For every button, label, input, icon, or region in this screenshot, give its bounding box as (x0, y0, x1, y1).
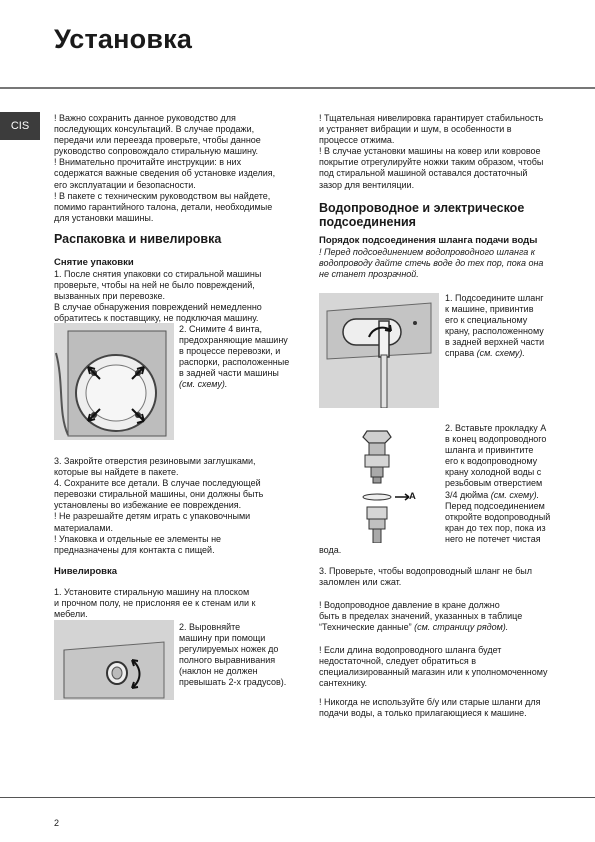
note-hose-length: ! Если длина водопроводного шланга будет недостаточной, следует обратиться в специализированный магазин или к уполномоченному сантехнику. (319, 645, 548, 689)
subsection-hose-connection-title: Порядок подсоединения шланга подачи воды (319, 235, 538, 246)
footer-rule (0, 797, 595, 798)
remove-packaging-step2: 2. Снимите 4 винта, предохраняющие машину в процессе перевозки, и распорки, расположенные в задней части машины (см. схему). (179, 324, 290, 390)
note-old-hoses: ! Никогда не используйте б/у или старые шланги для подачи воды, а только прилагающиеся к машине. (319, 697, 541, 719)
hose-connection-warning: ! Перед подсоединением водопроводного шланга к водопроводу дайте стечь воде до тех пор, пока она не станет прозрачной. (319, 247, 544, 280)
remove-packaging-step1: 1. После снятия упаковки со стиральной машины проверьте, чтобы на ней не было повреждений, вызванных при перевозке. В случае обнаружения повреждений немедленно обратитесь к поставщику, не подключая машину. (54, 269, 262, 324)
left-intro: ! Важно сохранить данное руководство для последующих консультаций. В случае продажи, передачи или переезда проверьте, чтобы данное руководство сопровождало стиральную машину. ! Внимательно прочитайте инструкции: в них содержатся важные сведения об установке изделия, его эксплуатации и безопасности. ! В пакете с техническим руководством вы найдете, помимо гарантийного талона, детали, необходимые для установки машины. (54, 113, 276, 223)
hose-step1: 1. Подсоедините шланг к машине, привинтив его к специальному крану, расположенному в задней верхней части справа (см. схему). (445, 293, 545, 359)
gasket-illustration (319, 423, 439, 543)
gasket-label-a: A (409, 491, 416, 502)
hose-attach-illustration (319, 293, 439, 408)
machine-back-illustration (54, 323, 174, 440)
subsection-levelling-title: Нивелировка (54, 566, 118, 577)
levelling-step1: 1. Установите стиральную машину на плоском и прочном полу, не прислоняя ее к стенам или к мебели. (54, 587, 256, 620)
page-number: 2 (54, 818, 60, 828)
machine-back-figure (54, 323, 174, 440)
hose-attach-figure (319, 293, 439, 408)
levelling-foot-illustration (54, 620, 174, 700)
hose-step3: 3. Проверьте, чтобы водопроводный шланг не был заломлен или сжат. (319, 566, 532, 588)
levelling-step2: 2. Выровняйте машину при помощи регулируемых ножек до полного выравнивания (наклон не должен превышать 2-х градусов). (179, 622, 287, 688)
hose-step2-tail: вода. (319, 545, 342, 555)
gasket-figure (319, 423, 439, 543)
hose-step2: 2. Вставьте прокладку А в конец водопроводного шланга и привинтите его к водопроводному крану холодной воды с резьбовым отверстием 3/4 дюйма (см. схему). Перед подсоединением откройте водопроводный кран до тех пор, пока из него не потечет чистая (445, 423, 551, 544)
note-water-pressure: ! Водопроводное давление в кране должно быть в пределах значений, указанных в таблице “Технические данные” (см. страницу рядом). (319, 600, 523, 633)
right-intro: ! Тщательная нивелировка гарантирует стабильность и устраняет вибрации и шум, в особенности в процессе отжима. ! В случае установки машины на ковер или ковровое покрытие отрегулируйте ножки таким образом, чтобы под стиральной машиной оставался достаточный зазор для вентиляции. (319, 113, 544, 190)
levelling-foot-figure (54, 620, 174, 700)
subsection-remove-packaging-title: Снятие упаковки (54, 257, 134, 268)
remove-packaging-steps3-4: 3. Закройте отверстия резиновыми заглушками, которые вы найдете в пакете. 4. Сохраните все детали. В случае последующей перевозки стиральной машины, они должны быть установлены во избежание ее повреждения. ! Не разрешайте детям играть с упаковочными материалами. ! Упаковка и отдельные ее элементы не предназначены для контакта с пищей. (54, 456, 264, 555)
section-water-electric-title: Водопроводное и электрическое подсоединения (319, 201, 525, 229)
page-title: Установка (54, 24, 193, 54)
header-rule (0, 87, 595, 89)
section-unpacking-title: Распаковка и нивелировка (54, 232, 222, 246)
language-tab: CIS (0, 112, 40, 140)
